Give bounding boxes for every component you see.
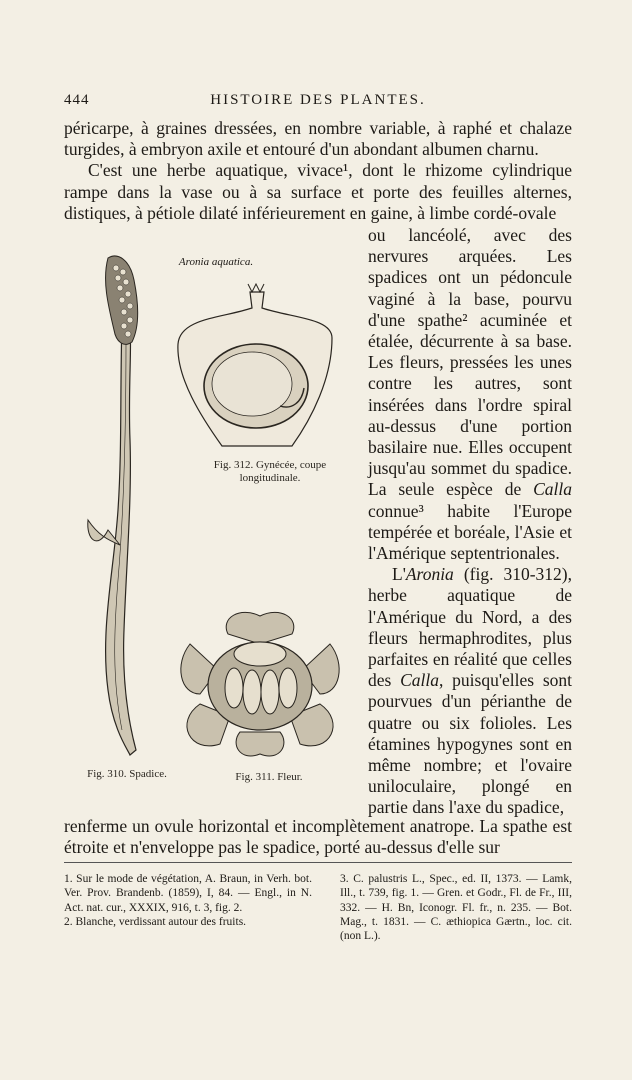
description-paragraph: C'est une herbe aquatique, vivace¹, dont le rhizome cylindrique rampe dans la vase ou à sa surface et porte des feuilles alternes, distiques, à pétiole dilaté inférieurement en gaine, à limbe cordé-ovale bbox=[64, 160, 572, 223]
flower-illustration bbox=[170, 604, 350, 764]
spadix-illustration bbox=[78, 250, 158, 765]
intro-paragraph: péricarpe, à graines dressées, en nombre variable, à raphé et chalaze turgides, à embryon axile et entouré d'un abondant albumen charnu. bbox=[64, 118, 572, 160]
footnote-2: 2. Blanche, verdissant autour des fruits. bbox=[64, 915, 247, 928]
text-block-bottom bbox=[64, 816, 572, 858]
gynoecium-illustration bbox=[172, 278, 342, 448]
running-title: HISTOIRE DES PLANTES. bbox=[210, 92, 426, 108]
text-block-top bbox=[64, 118, 572, 224]
aronia-paragraph-end: renferme un ovule horizontal et incomplètement anatrope. La spathe est étroite et n'enveloppe pas le spadice, porté au-dessus d'elle sur bbox=[64, 816, 572, 858]
footnote-3: 3. C. palustris L., Spec., ed. II, 1373. — Lamk, Ill., t. 739, fig. 1. — Gren. et Godr., Fl. de Fr., III, 332. — H. Bn, Iconogr. Fl. fr., n. 235. — Bot. Mag., t. 1831. — C. æthiopica Gærtn., loc. cit. (non L.). bbox=[340, 873, 572, 943]
text-column-right bbox=[368, 225, 572, 819]
footnote-1: 1. Sur le mode de végétation, A. Braun, in Verh. bot. Ver. Prov. Brandenb. (1859), I, 84. — Engl., in N. Act. nat. cur., XXXIX, 916, t. 3, fig. 2. bbox=[64, 873, 312, 914]
footnote-rule bbox=[64, 862, 572, 863]
caption-fig-312-line2: longitudinale. bbox=[239, 472, 301, 484]
aronia-paragraph: L'Aronia (fig. 310-312), herbe aquatique de l'Amérique du Nord, a des fleurs hermaphrodites, plus parfaites en réalité que celles des Calla, puisqu'elles sont pourvues d'un périanthe de quatre ou six folioles. Les étamines hypogynes sont en même nombre; et l'ovaire uniloculaire, plongé en partie dans l'axe du spadice, bbox=[368, 564, 572, 818]
page-number: 444 bbox=[64, 92, 90, 108]
caption-fig-310: Fig. 310. Spadice. bbox=[87, 768, 167, 780]
running-header bbox=[64, 92, 572, 112]
figure-title: Aronia aquatica. bbox=[178, 256, 254, 268]
description-continued: ou lancéolé, avec des nervures arquées. Les spadices ont un pédoncule vaginé à la base, pourvu d'une spathe² acuminée et étalée, décurrente à sa base. Les fleurs, pressées les unes contre les autres, sont insérées dans l'ordre spiral au-dessus d'une portion basilaire nue. Elles occupent jusqu'au sommet du spadice. La seule espèce de Calla connue³ habite l'Europe tempérée et boréale, l'Asie et l'Amérique septentrionales. bbox=[368, 225, 572, 564]
caption-fig-311: Fig. 311. Fleur. bbox=[235, 771, 303, 783]
footnotes-right bbox=[340, 872, 572, 943]
footnotes-left bbox=[64, 872, 312, 929]
caption-fig-312-line1: Fig. 312. Gynécée, coupe bbox=[213, 459, 327, 471]
